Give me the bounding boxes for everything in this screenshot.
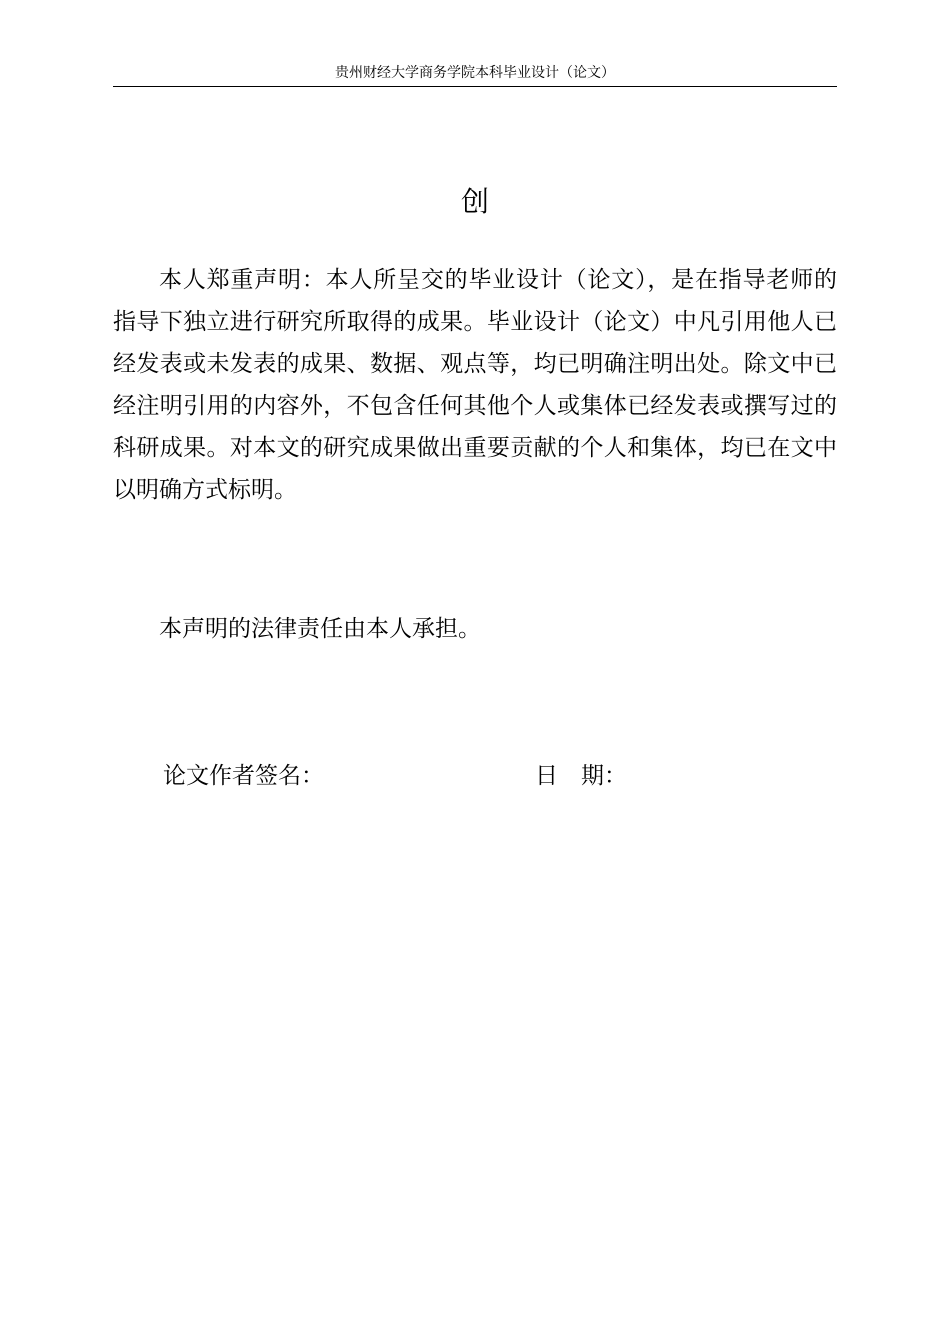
liability-paragraph: 本声明的法律责任由本人承担。: [159, 616, 481, 642]
page-header: [113, 60, 837, 87]
declaration-paragraph: 本人郑重声明：本人所呈交的毕业设计（论文），是在指导老师的指导下独立进行研究所取得的成果。毕业设计（论文）中凡引用他人已经发表或未发表的成果、数据、观点等，均已明确注明出处。除文中已经注明引用的内容外，不包含任何其他个人或集体已经发表或撰写过的科研成果。对本文的研究成果做出重要贡献的个人和集体，均已在文中以明确方式标明。: [113, 267, 837, 503]
page-title: 创: [460, 185, 489, 218]
date-label: 日 期：: [535, 763, 627, 789]
header-text: 贵州财经大学商务学院本科毕业设计（论文）: [335, 65, 615, 81]
author-signature-label: 论文作者签名：: [163, 763, 324, 789]
